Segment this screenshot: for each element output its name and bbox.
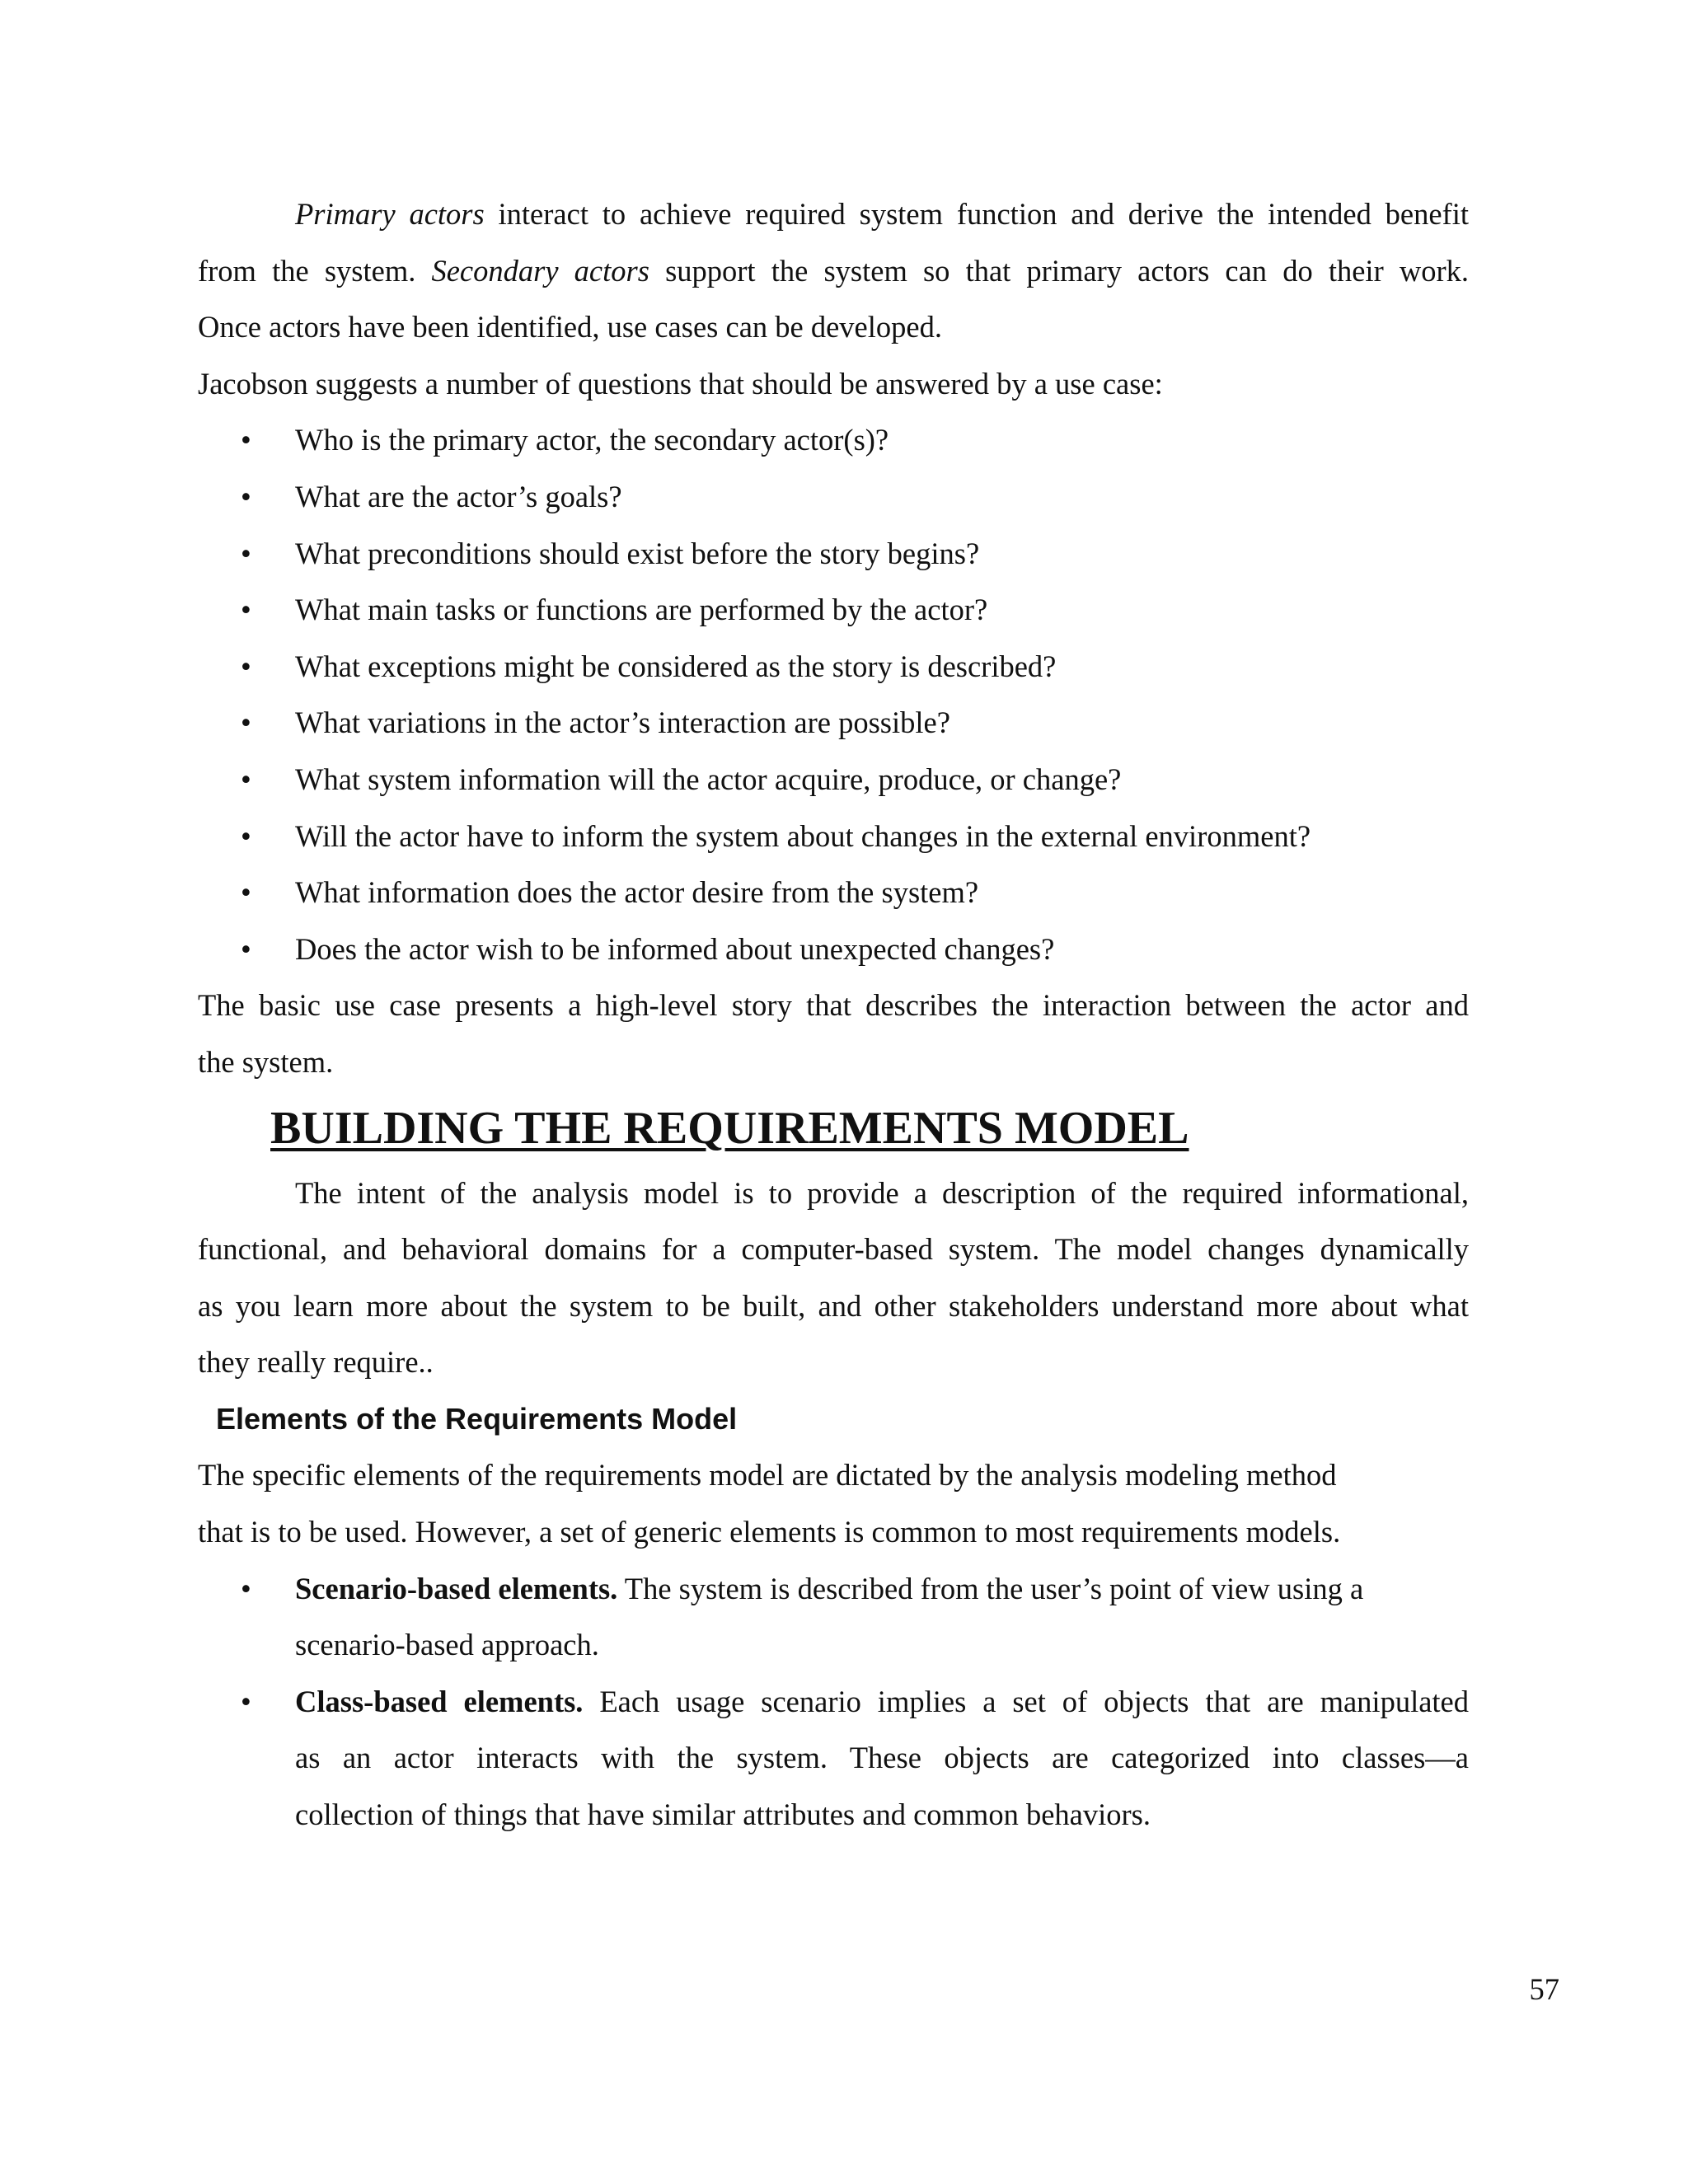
basic-use-case-line-2: the system. [198, 1044, 334, 1079]
bullet-icon: • [241, 423, 251, 457]
list-item: • What are the actor’s goals? [198, 469, 1469, 526]
secondary-actors-term: Secondary actors [431, 253, 649, 288]
list-item: • Scenario-based elements. The system is described from the user’s point of view using a scenario-based approach. [198, 1561, 1469, 1674]
elements-intro-line-2: that is to be used. However, a set of generic elements is common to most requirements models. [198, 1515, 1341, 1549]
list-item: • What system information will the actor acquire, produce, or change? [198, 752, 1469, 808]
list-item: • Class-based elements. Each usage scenario implies a set of objects that are manipulated as an actor interacts with the system. These objects are categorized into classes—a collection of things that have similar attributes and common behaviors. [198, 1674, 1469, 1844]
list-item: • Who is the primary actor, the secondary actor(s)? [198, 412, 1469, 469]
intro-paragraph-line-3: Once actors have been identified, use cases can be developed. [198, 310, 942, 344]
bullet-icon: • [241, 536, 251, 570]
bullet-icon: • [241, 479, 251, 513]
list-item: • Will the actor have to inform the system about changes in the external environment? [198, 808, 1469, 865]
intro-paragraph-line-2: from the system. Secondary actors support the system so that primary actors can do their work. [198, 253, 1469, 288]
bullet-icon: • [241, 818, 251, 853]
bullet-icon: • [241, 705, 251, 740]
elements-list [198, 1561, 1469, 1844]
bullet-icon: • [241, 593, 251, 627]
analysis-paragraph-line-4: they really require.. [198, 1345, 434, 1380]
elements-intro-line-1: The specific elements of the requirements model are dictated by the analysis modeling method [198, 1458, 1337, 1493]
list-item: • What preconditions should exist before the story begins? [198, 526, 1469, 583]
list-item: • What variations in the actor’s interaction are possible? [198, 695, 1469, 752]
bullet-icon: • [241, 931, 251, 966]
list-item: • What main tasks or functions are performed by the actor? [198, 582, 1469, 639]
list-item: • What information does the actor desire from the system? [198, 865, 1469, 921]
bullet-icon: • [241, 875, 251, 910]
bullet-icon: • [241, 1571, 251, 1605]
intro-paragraph-line-1: Primary actors interact to achieve required system function and derive the intended benefit [295, 197, 1469, 231]
element-term: Scenario-based elements. [295, 1571, 618, 1605]
page-number: 57 [1529, 1972, 1559, 2006]
element-term: Class-based elements. [295, 1684, 584, 1718]
analysis-paragraph-line-1: The intent of the analysis model is to provide a description of the required informational, [295, 1175, 1469, 1210]
jacobson-intro: Jacobson suggests a number of questions that should be answered by a use case: [198, 366, 1163, 401]
jacobson-questions-list [198, 412, 1469, 977]
bullet-icon: • [241, 649, 251, 683]
bullet-icon: • [241, 1684, 251, 1718]
analysis-paragraph-line-2: functional, and behavioral domains for a computer-based system. The model changes dynamically [198, 1232, 1469, 1267]
basic-use-case-line-1: The basic use case presents a high-level story that describes the interaction between the actor and [198, 988, 1469, 1023]
subheading: Elements of the Requirements Model [216, 1401, 738, 1436]
list-item: • Does the actor wish to be informed about unexpected changes? [198, 921, 1469, 978]
list-item: • What exceptions might be considered as the story is described? [198, 639, 1469, 696]
bullet-icon: • [241, 762, 251, 796]
primary-actors-term: Primary actors [295, 197, 485, 231]
document-page [198, 186, 1469, 1844]
analysis-paragraph-line-3: as you learn more about the system to be built, and other stakeholders understand more about what [198, 1288, 1469, 1323]
section-heading: BUILDING THE REQUIREMENTS MODEL [270, 1102, 1189, 1154]
